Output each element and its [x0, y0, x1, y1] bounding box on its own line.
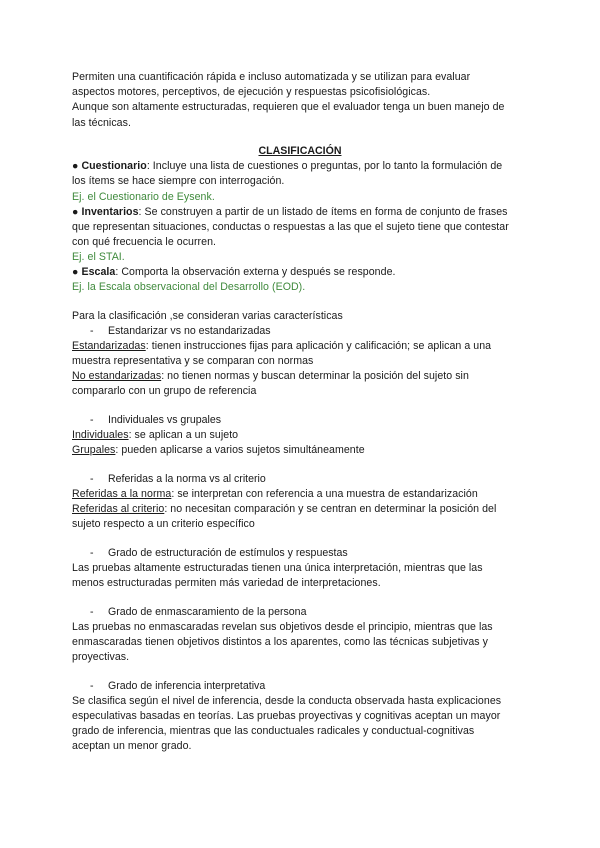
- c5-heading: Grado de enmascaramiento de la persona: [108, 606, 307, 618]
- c3-line-a: [72, 487, 478, 501]
- inventarios-term: Inventarios: [81, 206, 139, 218]
- dash-bullet: -: [90, 606, 94, 618]
- c1-line-a2: muestra representativa y se comparan con normas: [72, 355, 314, 367]
- c3-heading: Referidas a la norma vs al criterio: [108, 473, 266, 485]
- c2-term-a: Individuales: [72, 429, 129, 441]
- inventarios-line-3: con qué frecuencia le ocurren.: [72, 236, 217, 248]
- c2-text-a1: : se aplican a un sujeto: [128, 429, 239, 441]
- c3-text-b1: : no necesitan comparación y se centran en determinar la posición del: [164, 503, 497, 515]
- c5-line-3: proyectivas.: [72, 651, 130, 663]
- c1-heading: Estandarizar vs no estandarizadas: [108, 325, 271, 337]
- c1-term-b: No estandarizadas: [72, 370, 162, 382]
- cuestionario-text: : Incluye una lista de cuestiones o preguntas, por lo tanto la formulación de: [146, 160, 503, 172]
- inventarios-example: Ej. el STAI.: [72, 251, 125, 263]
- c6-line-3: grado de inferencia, mientras que las conductuales radicales y conductual-cognitivas: [72, 725, 475, 737]
- c4-line-1: Las pruebas altamente estructuradas tienen una única interpretación, mientras que las: [72, 562, 483, 574]
- c4-line-2: menos estructuradas permiten más variedad de interpretaciones.: [72, 577, 381, 589]
- characteristics-intro: Para la clasificación ,se consideran varias características: [72, 310, 343, 322]
- c2-heading: Individuales vs grupales: [108, 414, 222, 426]
- cuestionario-example: Ej. el Cuestionario de Eysenk.: [72, 191, 215, 203]
- section-title: CLASIFICACIÓN: [258, 145, 342, 157]
- c1-text-b1: : no tienen normas y buscan determinar la posición del sujeto sin: [161, 370, 469, 382]
- c3-term-b: Referidas al criterio: [72, 503, 165, 515]
- dash-bullet: -: [90, 325, 94, 337]
- c5-line-1: Las pruebas no enmascaradas revelan sus objetivos desde el principio, mientras que las: [72, 621, 493, 633]
- bullet-icon: ●: [72, 160, 79, 172]
- c1-line-a1: [72, 339, 491, 353]
- c3-term-a: Referidas a la norma: [72, 488, 172, 500]
- escala-text: : Comporta la observación externa y después se responde.: [115, 266, 396, 278]
- c3-line-b2: sujeto respecto a un criterio específico: [72, 518, 255, 530]
- escala-line-1: [72, 265, 396, 279]
- dash-bullet: -: [90, 680, 94, 692]
- c4-heading: Grado de estructuración de estímulos y respuestas: [108, 547, 348, 559]
- c5-line-2: enmascaradas tienen objetivos distintos a los aparentes, como las técnicas subjetivas y: [72, 636, 488, 648]
- inventarios-line-1: [72, 205, 508, 219]
- dash-bullet: -: [90, 473, 94, 485]
- c3-text-a1: : se interpretan con referencia a una muestra de estandarización: [171, 488, 478, 500]
- c2-line-b: [72, 443, 365, 457]
- c1-line-b1: [72, 369, 469, 383]
- c6-heading: Grado de inferencia interpretativa: [108, 680, 266, 692]
- escala-example: Ej. la Escala observacional del Desarrollo (EOD).: [72, 281, 306, 293]
- c3-line-b1: [72, 502, 496, 516]
- inventarios-line-2: que representan situaciones, conductas o respuestas a las que el sujeto tiene que contestar: [72, 221, 509, 233]
- c6-line-1: Se clasifica según el nivel de inferencia, desde la conducta observada hasta explicaciones: [72, 695, 502, 707]
- c6-line-4: aceptan un menor grado.: [72, 740, 192, 752]
- bullet-icon: ●: [72, 206, 79, 218]
- c2-line-a: [72, 428, 238, 442]
- intro-line-4: las técnicas.: [72, 117, 131, 129]
- inventarios-text: : Se construyen a partir de un listado de ítems en forma de conjunto de frases: [138, 206, 508, 218]
- dash-bullet: -: [90, 547, 94, 559]
- bullet-icon: ●: [72, 266, 79, 278]
- c6-line-2: especulativas basadas en teorías. Las pruebas proyectivas y cognitivas aceptan un mayor: [72, 710, 501, 722]
- c2-term-b: Grupales: [72, 444, 116, 456]
- cuestionario-line-2: los ítems se hace siempre con interrogación.: [72, 175, 285, 187]
- escala-term: Escala: [81, 266, 116, 278]
- intro-line-2: aspectos motores, perceptivos, de ejecución y respuestas psicofisiológicas.: [72, 86, 431, 98]
- intro-line-3: Aunque son altamente estructuradas, requieren que el evaluador tenga un buen manejo de: [72, 101, 505, 113]
- c1-line-b2: compararlo con un grupo de referencia: [72, 385, 257, 397]
- intro-line-1: Permiten una cuantificación rápida e incluso automatizada y se utilizan para evaluar: [72, 71, 471, 83]
- cuestionario-term: Cuestionario: [81, 160, 147, 172]
- dash-bullet: -: [90, 414, 94, 426]
- cuestionario-line-1: [72, 159, 502, 173]
- c1-term-a: Estandarizadas: [72, 340, 146, 352]
- c1-text-a1: : tienen instrucciones fijas para aplicación y calificación; se aplican a una: [145, 340, 492, 352]
- c2-text-b1: : pueden aplicarse a varios sujetos simultáneamente: [115, 444, 365, 456]
